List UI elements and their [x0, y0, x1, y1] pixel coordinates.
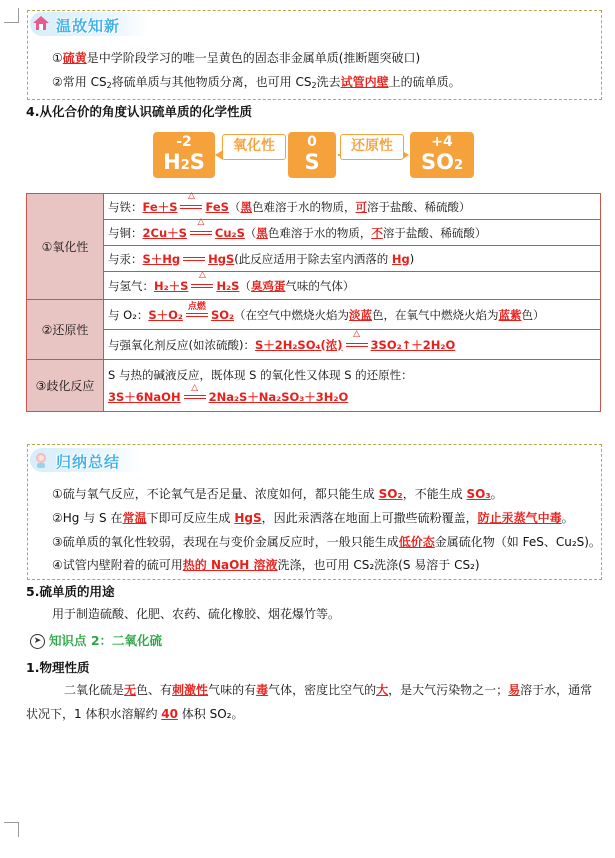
- summary-line-4: ④试管内壁附着的硫可用热的 NaOH 溶液洗涤，也可用 CS₂洗涤(S 易溶于 CS₂): [52, 558, 480, 572]
- row-conc-acid: 与强氧化剂反应(如浓硫酸)：S＋2H₂SO₄(浓) △ 3SO₂↑＋2H₂O: [104, 330, 601, 360]
- kp2-heading: ➤ 知识点 2：二氧化硫: [30, 631, 162, 649]
- h2s-box: -2 H2S: [153, 132, 215, 178]
- girl-icon: [33, 452, 49, 468]
- summary-line-1: ①硫与氧气反应，不论氧气是否足量、浓度如何，都只能生成 SO₂，不能生成 SO₃。: [52, 487, 503, 501]
- cat-disproportionation: ③歧化反应: [27, 360, 104, 412]
- corner-mark-top-left: [4, 8, 19, 23]
- section5-title: 5.硫单质的用途: [26, 584, 115, 599]
- review-banner-text: 温故知新: [56, 17, 121, 35]
- summary-line-3: ③硫单质的氧化性较弱，表现在与变价金属反应时，一般只能生成低价态金属硫化物（如 FeS、Cu₂S)。: [52, 535, 601, 549]
- highlight-tube-wall: 试管内壁: [340, 75, 389, 89]
- row-mercury: 与汞：S＋Hg HgS(此反应适用于除去室内洒落的 Hg): [104, 246, 601, 272]
- row-alkali: S 与热的碱液反应，既体现 S 的氧化性又体现 S 的还原性： 3S＋6NaOH △ 2Na₂S＋Na₂SO₃＋3H₂O: [104, 360, 601, 412]
- summary-banner-text: 归纳总结: [56, 453, 121, 471]
- review-line-2: ②常用 $CS_2$将硫单质与其他物质分离，也可用 $CS_2$洗去试管内壁上的硫单质。: [52, 75, 461, 90]
- highlight-sulfur: 硫黄: [62, 51, 87, 65]
- section4-title: 4.从化合价的角度认识硫单质的化学性质: [26, 104, 252, 119]
- arrow-circle-icon: ➤: [30, 634, 45, 649]
- section1-line-1: 二氧化硫是无色、有刺激性气味的有毒气体，密度比空气的大，是大气污染物之一；易溶于水，通常: [64, 683, 593, 697]
- row-hydrogen: 与氢气：H₂＋S △ H₂S（臭鸡蛋气味的气体）: [104, 272, 601, 300]
- s-box: 0 S: [288, 132, 336, 178]
- summary-banner: [30, 448, 140, 472]
- row-copper: 与铜：2Cu＋S △ Cu₂S（黑色难溶于水的物质，不溶于盐酸、稀硫酸）: [104, 220, 601, 246]
- house-icon: [33, 16, 49, 30]
- reaction-table: [26, 190, 601, 412]
- reducing-label: 还原性: [340, 134, 404, 160]
- cat-oxidizing: ①氧化性: [27, 194, 104, 300]
- review-line-1: ①硫黄是中学阶段学习的唯一呈黄色的固态非金属单质(推断题突破口): [52, 51, 421, 65]
- corner-mark-bottom-left: [4, 822, 19, 837]
- cat-reducing: ②还原性: [27, 300, 104, 360]
- so2-box: +4 SO2: [410, 132, 474, 178]
- section1-line-2: 状况下，1 体积水溶解约 40 体积 SO₂。: [26, 707, 244, 721]
- row-iron: 与铁：Fe＋S △ FeS（黑色难溶于水的物质，可溶于盐酸、稀硫酸）: [104, 194, 601, 220]
- oxidizing-label: 氧化性: [222, 134, 286, 160]
- summary-line-2: ②Hg 与 S 在常温下即可反应生成 HgS，因此汞洒落在地面上可撒些硫粉覆盖，防止汞蒸气中毒。: [52, 511, 574, 525]
- section5-body: 用于制造硫酸、化肥、农药、硫化橡胶、烟花爆竹等。: [52, 607, 341, 621]
- section1-title: 1.物理性质: [26, 660, 90, 675]
- row-oxygen: 与 O₂：S＋O₂ 点燃 SO₂（在空气中燃烧火焰为淡蓝色，在氧气中燃烧火焰为蓝紫色）: [104, 300, 601, 330]
- review-banner: [30, 12, 150, 36]
